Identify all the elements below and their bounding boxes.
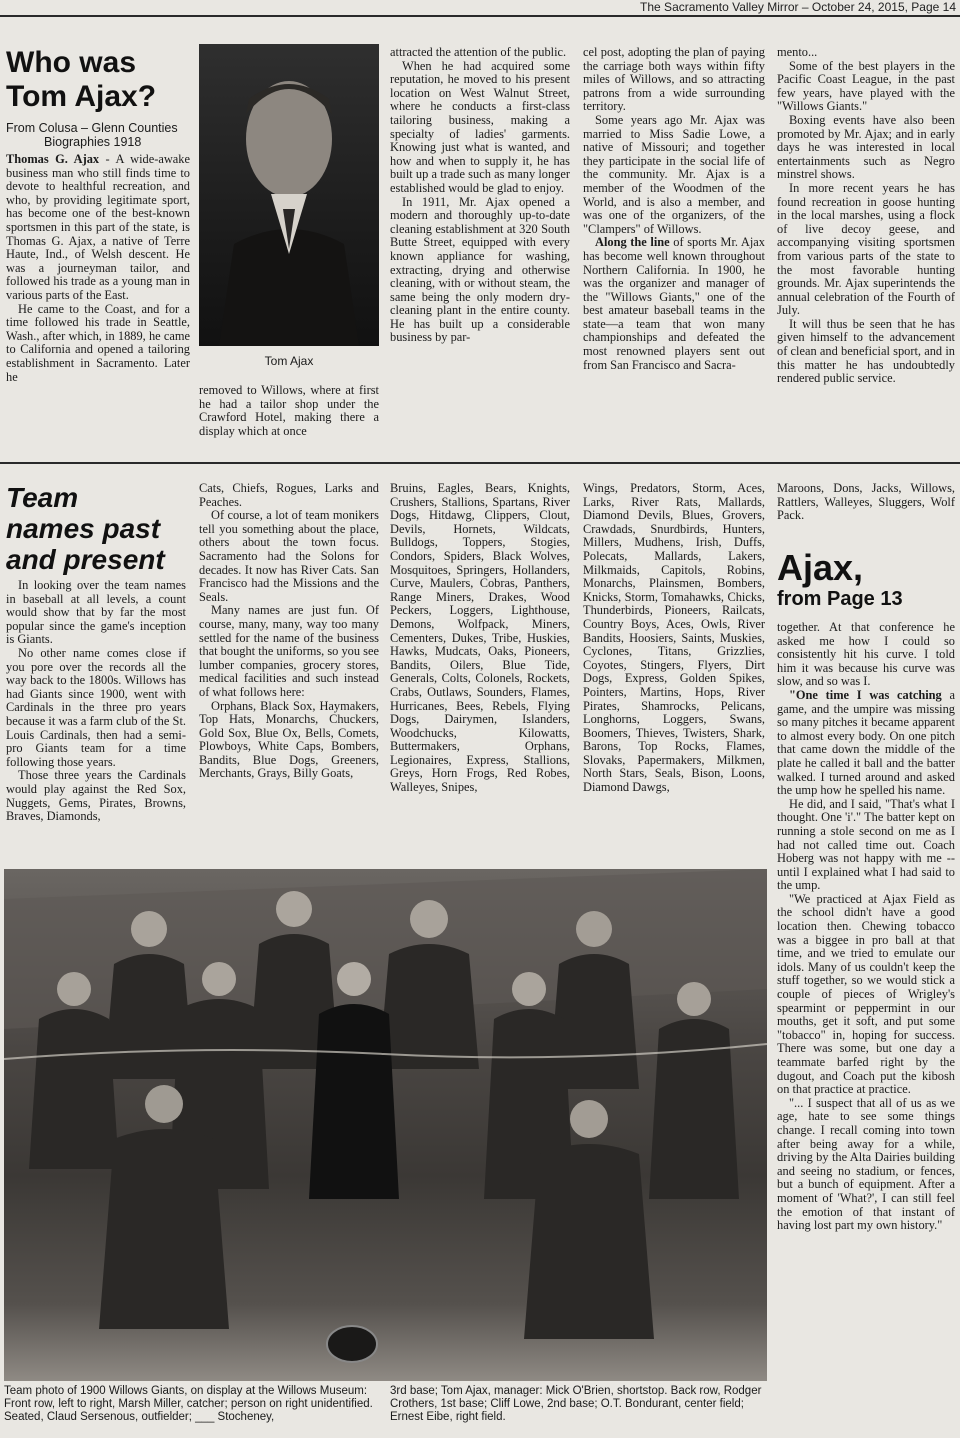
photo-caption-left: Team photo of 1900 Willows Giants, on display at the Willows Museum: Front row, left to right, Marsh Miller, catcher; person on right unidentified. Seated, Claud Sersenous, outfielder; ___ Stocheney, [4, 1385, 373, 1423]
paragraph: Those three years the Cardinals would play against the Red Sox, Nuggets, Gems, Pirates, Browns, Braves, Diamonds, [6, 768, 186, 824]
photo-caption-right: 3rd base; Tom Ajax, manager: Mick O'Brien, shortstop. Back row, Rodger Crothers, 1st base; Cliff Lowe, 2nd base; O.T. Bondurant, center field; Ernest Eibe, right field. [390, 1385, 762, 1423]
paragraph-text: - A wide-awake business man who still finds time to devote to healthful recreation, and who, by providing legitimate sport, has become one of the best-known sportsmen in this part of the state, is Thomas G. Ajax, a native of Terre Haute, Ind., of Welsh descent. He was a journeyman tailor, and followed his trade as a young man in various parts of the East. [6, 152, 191, 302]
story1-source [6, 121, 196, 149]
headline-line: names past [6, 513, 161, 544]
story2-col5 [777, 482, 955, 523]
headline-line: Tom Ajax? [6, 80, 157, 113]
paragraph: Wings, Predators, Storm, Aces, Larks, River Rats, Mallards, Diamond Devils, Blues, Grovers, Crawdads, Snurdbirds, Hunters, Millers, Mudhens, Irish, Duffs, Polecats, Mallards, Lakers, Milkmaids, Capitols, Robins, Monarchs, Plainsmen, Bombers, Knicks, Storm, Tomahawks, Chicks, Thunderbirds, Pioneers, Railcats, Country Boys, Aces, Owls, River Bandits, Hoosiers, Saints, Muskies, Cyclones, Titans, Grizzlies, Coyotes, Stingers, Flyers, Dirt Dogs, Express, Golden Spikes, Pointers, Martins, Hops, River Pirates, Shamrocks, Pelicans, Longhorns, Loggers, Swans, Boomers, Thieves, Twisters, Shark, Barons, Top Rocks, Flames, Slovaks, Papermakers, Milkmen, North Stars, Seals, Bison, Loons, Diamond Dawgs, [583, 481, 765, 795]
paragraph: "We practiced at Ajax Field as the school didn't have a good location then. Chewing tobacco was a biggee in pro ball at that time, and we tried to emulate our idols. Many of us couldn't keep the stuff together, so we would stick a couple of pieces of Wrigley's spearmint or peppermint in our mouths, get it soft, and put some "tobacco" in, hoping for success. There was some, but one day a teammate barfed right by the dugout, and Coach put the kibosh on that practice at practice. [777, 891, 955, 1097]
team-photo-1900-willows-giants [4, 869, 767, 1381]
paragraph: In more recent years he has found recreation in goose hunting in the local marshes, using a flock of live decoy geese, and accompanying visiting sportsmen from various parts of the state to the most favorable hunting grounds. Mr. Ajax superintends the annual celebration of the Fourth of July. [777, 180, 955, 318]
tom-ajax-portrait [199, 44, 379, 346]
lead-in: Along the line [595, 235, 670, 250]
paragraph: It will thus be seen that he has given himself to the advancement of clean and beneficial sport, and in this matter he has undoubtedly rendered public service. [777, 316, 955, 386]
paragraph: together. At that conference he asked me how I could so consistently hit his curve. I told him it was because his curve was slow, and so was I. [777, 620, 955, 689]
source-line: Biographies 1918 [44, 135, 142, 149]
story2-headline [6, 482, 192, 575]
paragraph: attracted the attention of the public. [390, 45, 567, 59]
paragraph: Orphans, Black Sox, Haymakers, Top Hats, Monarchs, Chuckers, Gold Sox, Blue Ox, Bells, Comets, Plowboys, White Caps, Bombers, Bandits, Blue Dogs, Greeners, Merchants, Grays, Billy Goats, [199, 698, 379, 781]
paragraph: Maroons, Dons, Jacks, Willows, Rattlers, Walleyes, Sluggers, Wolf Pack. [777, 481, 955, 523]
paragraph: Cats, Chiefs, Rogues, Larks and Peaches. [199, 481, 379, 509]
paragraph: Bruins, Eagles, Bears, Knights, Crushers, Stallions, Spartans, River Dogs, Hitdawg, Clippers, Clout, Devils, Hornets, Wildcats, Bulldogs, Toppers, Stogies, Condors, Spiders, Black Wolves, Mosquitoes, Springers, Hollanders, Curve, Maulers, Cobras, Panthers, Range Miners, Drakes, Wood Peckers, Loggers, Lighthouse, Demons, Wolfpack, Miners, Cementers, Dukes, Tribe, Huskies, Hawks, Mudcats, Oaks, Pioneers, Bandits, Oilers, Blue Tide, Generals, Colts, Colonels, Rockets, Crabs, Outlaws, Sounders, Flames, Hurricanes, Bees, Rebels, Flying Dogs, Dairymen, Islanders, Woodchucks, Kilowatts, Buttermakers, Orphans, Legionaires, Express, Stallions, Greys, Horn Frogs, Red Robes, Walleyes, Snipes, [390, 481, 570, 795]
paragraph: "... I suspect that all of us as we age, hate to see some things change. I recall coming into town after being away for a while, driving by the Alta Dairies building and seeing no stadium, or fences, but a bunch of equipment. After a moment of 'What?', I can still feel the emotion of that instant of having lost part my own history." [777, 1095, 955, 1233]
page-header: The Sacramento Valley Mirror – October 24, 2015, Page 14 [640, 0, 956, 14]
headline-line: and present [6, 544, 165, 575]
paragraph: He did, and I said, "That's what I thought. One 'i'." The batter kept on running a stole second on me as I had not called time out. Coach Hoberg was not happy with me -- until I explained what I had said to the ump. [777, 796, 955, 893]
paragraph: mento... [777, 45, 818, 59]
paragraph: removed to Willows, where at first he had a tailor shop under the Crawford Hotel, making there a display which at once [199, 383, 379, 438]
team-photo-image [4, 869, 767, 1381]
paragraph [777, 689, 955, 798]
story3-headline [777, 548, 957, 610]
paragraph: Many names are just fun. Of course, many, many, way too many settled for the name of the business that bought the uniforms, so you see lumber companies, grocery stores, medical facilities and such instead of what follows here: [199, 603, 379, 699]
story2-col2 [199, 482, 379, 781]
story1-col5 [777, 46, 955, 386]
story3-column [777, 621, 955, 1233]
story1-headline [6, 46, 196, 114]
source-line: From Colusa – Glenn Counties [6, 121, 178, 135]
paragraph [583, 236, 765, 372]
story1-col2 [199, 384, 379, 438]
lead-in: Thomas G. Ajax [6, 152, 100, 166]
paragraph: In looking over the team names in baseball at all levels, a count would show that by far the most popular since the game's inception is Giants. [6, 578, 186, 647]
paragraph: cel post, adopting the plan of paying the carriage both ways within fifty miles of Willows, and so attracting patrons from a wide surrounding territory. [583, 45, 765, 114]
paragraph-text: of sports Mr. Ajax has become well known throughout Northern California. In 1900, he was the organizer and manager of the "Willows Giants," one of the best amateur baseball teams in the state—a team that won many championships and defeated the most renowned players sent out from San Francisco and Sacra- [583, 235, 765, 372]
story1-col4 [583, 46, 765, 372]
paragraph: He came to the Coast, and for a time followed his trade in Seattle, Wash., after which, in 1889, he came to California and opened a tailoring establishment in Sacramento. Later he [6, 301, 190, 384]
story2-col1 [6, 579, 186, 824]
story2-col3 [390, 482, 570, 795]
portrait-caption: Tom Ajax [264, 354, 314, 368]
headline-line: Who was [6, 46, 137, 79]
paragraph: Some years ago Mr. Ajax was married to Miss Sadie Lowe, a native of Missouri; and together they participate in the social life of the community. Mr. Ajax is a member of the Woodmen of the World, and is also a member, and was one of the organizers, of the "Clampers" of Willows. [583, 112, 765, 236]
headline-line: from Page 13 [777, 588, 903, 610]
header-rule [0, 15, 960, 17]
story1-col1 [6, 153, 190, 384]
paragraph: Boxing events have also been promoted by Mr. Ajax; and in early days he was interested in local entertainments such as Negro minstrel shows. [777, 112, 955, 182]
section-divider [0, 462, 960, 464]
paragraph: Of course, a lot of team monikers tell you something about the place, others about the town focus. Sacramento had the Solons for decades. It now has River Cats. San Francisco had the Missions and the Seals. [199, 508, 379, 604]
story1-col3 [390, 46, 570, 345]
portrait-image [199, 44, 379, 346]
paragraph: Some of the best players in the Pacific Coast League, in the past few years, have played with the "Willows Giants." [777, 58, 955, 114]
headline-line: Ajax, [777, 547, 864, 588]
lead-in: "One time I was catching [789, 687, 942, 702]
paragraph [6, 153, 190, 303]
paragraph: In 1911, Mr. Ajax opened a modern and thoroughly up-to-date cleaning establishment at 320 South Butte Street, equipped with every known appliance for washing, extracting, drying and otherwise cleaning, with or without steam, the same being the only modern dry-cleaning plant in the entire county. He has built up a considerable business by par- [390, 194, 570, 345]
paragraph: No other name comes close if you pore over the records all the way back to the 1800s. Willows has had Giants since 1900, went with Cardinals in the three pro years because it was a farm club of the St. Louis Cardinals, then had a semi-pro Giants team for a time following those years. [6, 645, 186, 769]
paragraph-text: a game, and the umpire was missing so many pitches it became apparent to almost every body. On one pitch that came down the middle of the plate he called it ball and the batter walked. I turned around and asked the ump how he spelled his name. [777, 687, 955, 798]
headline-line: Team [6, 482, 79, 513]
paragraph: When he had acquired some reputation, he moved to his present location on West Walnut Street, where he conducts a first-class tailoring business, making a specialty of ladies' garments. Knowing just what is wanted, and how and when to supply it, he has built up a trade such as many longer established would be glad to enjoy. [390, 58, 570, 195]
story2-col4 [583, 482, 765, 795]
